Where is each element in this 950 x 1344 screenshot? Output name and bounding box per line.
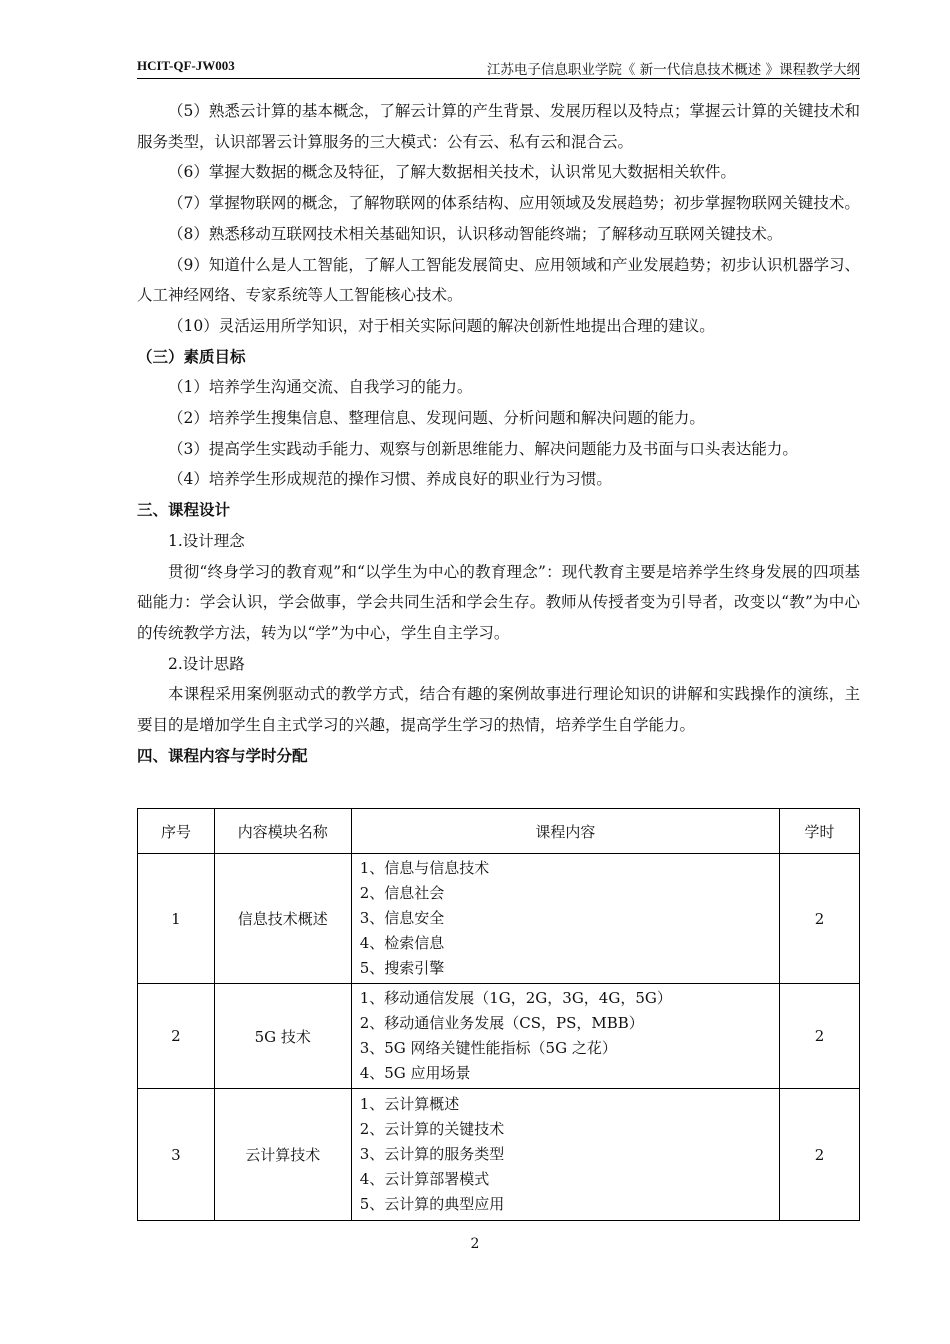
list-item: 4、5G 应用场景 xyxy=(359,1064,471,1082)
list-item: 2、信息社会 xyxy=(359,884,445,902)
list-item: 3、5G 网络关键性能指标（5G 之花） xyxy=(359,1039,617,1057)
knowledge-item: （6）掌握大数据的概念及特征，了解大数据相关技术，认识常见大数据相关软件。 xyxy=(168,163,736,182)
row-number: 1 xyxy=(138,854,215,984)
list-item: 1、信息与信息技术 xyxy=(359,859,490,877)
list-item: 2、云计算的关键技术 xyxy=(359,1120,505,1138)
list-item: 5、搜索引擎 xyxy=(359,959,445,977)
design-concept-title: 1.设计理念 xyxy=(168,531,245,550)
module-name: 信息技术概述 xyxy=(214,854,351,984)
page-header xyxy=(137,56,860,79)
content-list xyxy=(351,984,779,1089)
knowledge-item: （8）熟悉移动互联网技术相关基础知识，认识移动智能终端；了解移动互联网关键技术。 xyxy=(168,224,783,243)
design-heading: 三、课程设计 xyxy=(137,501,231,520)
hours: 2 xyxy=(780,854,860,984)
table-row xyxy=(138,1089,860,1221)
page-number: 2 xyxy=(470,1236,480,1252)
knowledge-item: （10）灵活运用所学知识，对于相关实际问题的解决创新性地提出合理的建议。 xyxy=(168,316,715,335)
column-header: 学时 xyxy=(780,809,860,854)
list-item: 3、信息安全 xyxy=(359,909,445,927)
knowledge-item: （9）知道什么是人工智能，了解人工智能发展简史、应用领域和产业发展趋势；初步认识机器学习、人工神经网络、专家系统等人工智能核心技术。 xyxy=(137,255,860,305)
row-number: 3 xyxy=(138,1089,215,1221)
hours: 2 xyxy=(780,1089,860,1221)
module-name: 5G 技术 xyxy=(214,984,351,1089)
column-header: 课程内容 xyxy=(351,809,779,854)
content-list xyxy=(351,1089,779,1221)
quality-item: （1）培养学生沟通交流、自我学习的能力。 xyxy=(168,378,473,397)
quality-item: （2）培养学生搜集信息、整理信息、发现问题、分析问题和解决问题的能力。 xyxy=(168,409,705,428)
quality-heading: （三）素质目标 xyxy=(137,347,246,366)
list-item: 4、检索信息 xyxy=(359,934,445,952)
design-idea-title: 2.设计思路 xyxy=(168,654,245,673)
document-body xyxy=(137,96,860,771)
list-item: 5、云计算的典型应用 xyxy=(359,1195,505,1213)
list-item: 1、移动通信发展（1G，2G，3G，4G，5G） xyxy=(359,989,672,1007)
design-idea-text: 本课程采用案例驱动式的教学方式，结合有趣的案例故事进行理论知识的讲解和实践操作的演练，主要目的是增加学生自主式学习的兴趣，提高学生学习的热情，培养学生自学能力。 xyxy=(137,685,860,735)
document-code: HCIT-QF-JW003 xyxy=(137,58,235,73)
design-concept-text: 贯彻“终身学习的教育观”和“以学生为中心的教育理念”：现代教育主要是培养学生终身发展的四项基础能力：学会认识，学会做事，学会共同生活和学会生存。教师从传授者变为引导者，改变以“教”为中心的传统教学方法，转为以“学”为中心，学生自主学习。 xyxy=(137,562,860,642)
table-header-row xyxy=(138,809,860,854)
quality-item: （3）提高学生实践动手能力、观察与创新思维能力、解决问题能力及书面与口头表达能力。 xyxy=(168,439,798,458)
document-title: 江苏电子信息职业学院《 新一代信息技术概述 》课程教学大纲 xyxy=(486,62,860,78)
list-item: 2、移动通信业务发展（CS，PS，MBB） xyxy=(359,1014,644,1032)
list-item: 4、云计算部署模式 xyxy=(359,1170,490,1188)
list-item: 3、云计算的服务类型 xyxy=(359,1145,505,1163)
column-header: 内容模块名称 xyxy=(214,809,351,854)
row-number: 2 xyxy=(138,984,215,1089)
content-list xyxy=(351,854,779,984)
content-heading: 四、课程内容与学时分配 xyxy=(137,746,308,765)
knowledge-item: （5）熟悉云计算的基本概念，了解云计算的产生背景、发展历程以及特点；掌握云计算的关键技术和服务类型，认识部署云计算服务的三大模式：公有云、私有云和混合云。 xyxy=(137,102,860,151)
hours: 2 xyxy=(780,984,860,1089)
table-row xyxy=(138,984,860,1089)
table-row xyxy=(138,854,860,984)
quality-item: （4）培养学生形成规范的操作习惯、养成良好的职业行为习惯。 xyxy=(168,470,612,489)
course-content-table xyxy=(137,808,860,1221)
column-header: 序号 xyxy=(138,809,215,854)
list-item: 1、云计算概述 xyxy=(359,1095,460,1113)
module-name: 云计算技术 xyxy=(214,1089,351,1221)
knowledge-item: （7）掌握物联网的概念，了解物联网的体系结构、应用领域及发展趋势；初步掌握物联网关键技术。 xyxy=(168,194,860,213)
